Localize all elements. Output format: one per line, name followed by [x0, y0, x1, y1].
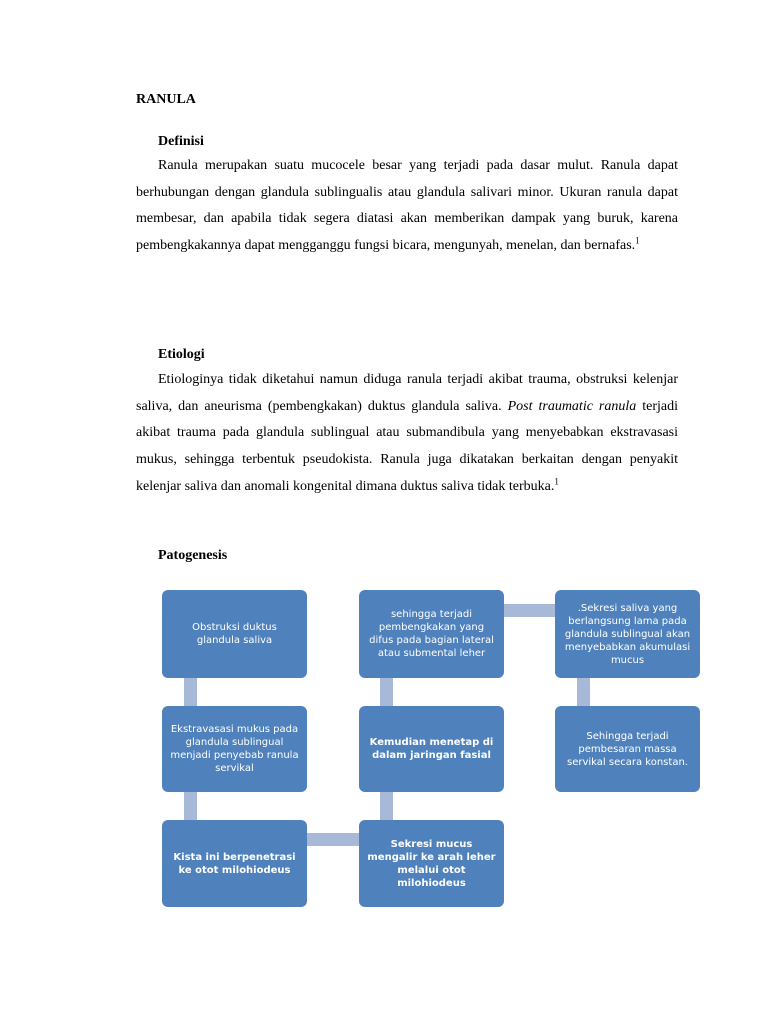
flow-box-obstruksi: Obstruksi duktus glandula saliva [162, 590, 307, 678]
definisi-paragraph [136, 153, 678, 260]
etiologi-text-2: terjadi akibat trauma pada glandula sublingual atau submandibula yang menyebabkan ekstravasasi mukus, sehingga terbentuk pseudokista. Ranula juga dikatakan berkaitan dengan penyakit kelenjar saliva dan anomali kongenital dimana duktus saliva tidak terbuka. [136, 398, 679, 494]
etiologi-italic-term: Post traumatic ranula [507, 398, 637, 414]
flow-box-sekresi-mucus: Sekresi mucus mengalir ke arah leher melalui otot milohiodeus [359, 820, 504, 907]
connector-col2-top [380, 678, 393, 706]
flow-box-pembengkakan: sehingga terjadi pembengkakan yang difus pada bagian lateral atau submental leher [359, 590, 504, 678]
connector-col2-bottom [380, 792, 393, 820]
definisi-reference: 1 [635, 235, 640, 246]
definisi-text: Ranula merupakan suatu mucocele besar yang terjadi pada dasar mulut. Ranula dapat berhubungan dengan glandula sublingualis atau glandula salivari minor. Ukuran ranula dapat membesar, dan apabila tidak segera diatasi akan memberikan dampak yang buruk, karena pembengkakannya dapat mengganggu fungsi bicara, mengunyah, menelan, dan bernafas. [136, 158, 678, 254]
flow-box-pembesaran: Sehingga terjadi pembesaran massa servikal secara konstan. [555, 706, 700, 792]
etiologi-text-1: Etiologinya tidak diketahui namun diduga ranula terjadi akibat trauma, obstruksi kelenjar saliva, dan aneurisma (pembengkakan) duktus glandula saliva. [136, 372, 678, 414]
connector-col1-top [184, 678, 197, 706]
connector-col1-bottom [184, 792, 197, 820]
flow-box-kista: Kista ini berpenetrasi ke otot milohiodeus [162, 820, 307, 907]
flow-box-menetap: Kemudian menetap di dalam jaringan fasial [359, 706, 504, 792]
connector-col3-top [577, 678, 590, 706]
etiologi-reference: 1 [554, 476, 559, 487]
flow-box-sekresi-saliva: .Sekresi saliva yang berlangsung lama pada glandula sublingual akan menyebabkan akumulasi mucus [555, 590, 700, 678]
patogenesis-heading: Patogenesis [158, 548, 228, 563]
connector-row1 [503, 604, 555, 617]
definisi-heading: Definisi [158, 134, 204, 149]
etiologi-heading: Etiologi [158, 347, 205, 362]
etiologi-paragraph [136, 367, 678, 501]
flow-box-ekstravasasi: Ekstravasasi mukus pada glandula sublingual menjadi penyebab ranula servikal [162, 706, 307, 792]
connector-row3 [307, 833, 359, 846]
document-title: RANULA [136, 92, 196, 107]
